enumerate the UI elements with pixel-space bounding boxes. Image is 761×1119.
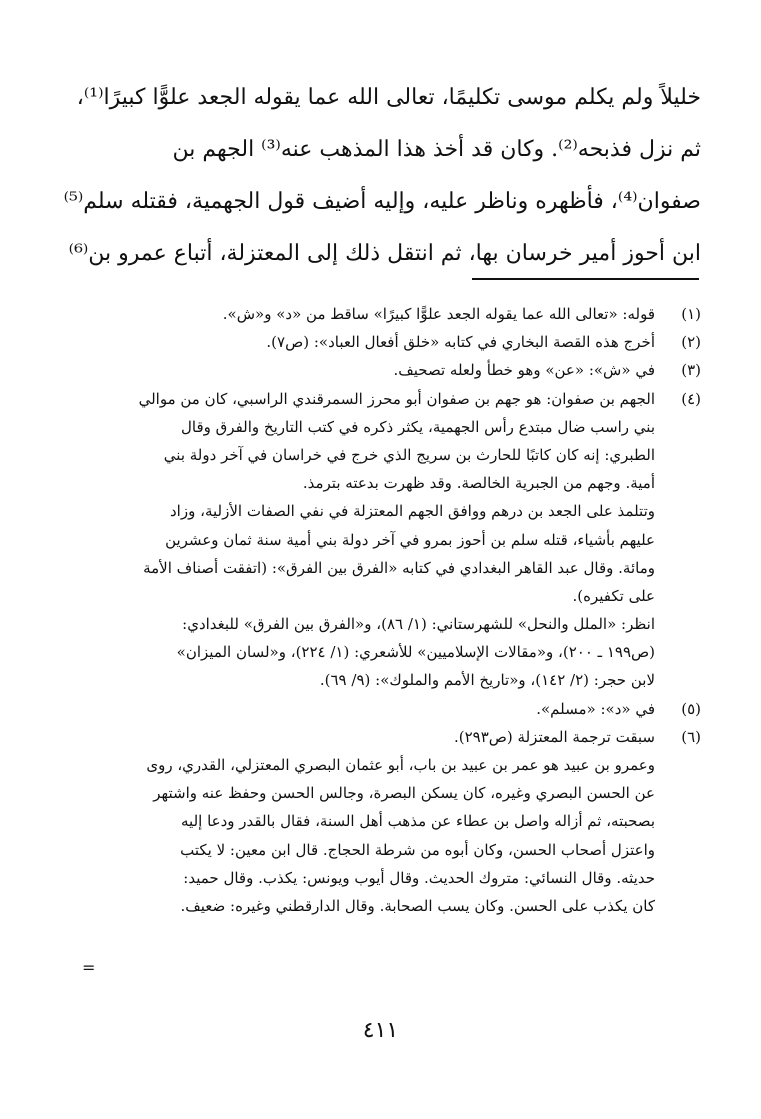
footnote-4 xyxy=(59,385,701,695)
footnote-number: (٢) xyxy=(681,333,701,352)
footnote-text: على تكفيره). xyxy=(572,586,655,605)
footnote-text: الجهم بن صفوان: هو جهم بن صفوان أبو محرز السمرقندي الراسبي، كان من موالي xyxy=(138,389,655,408)
footnote-paragraph xyxy=(59,751,701,920)
footnote-text: كان يكذب على الحسن. وكان يسب الصحابة. وقال الدارقطني وغيره: ضعيف. xyxy=(180,896,655,915)
footnote-text: حديثه. وقال النسائي: متروك الحديث. وقال أيوب ويونس: يكذب. وقال حميد: xyxy=(183,868,655,887)
footnote-line xyxy=(59,526,701,554)
footnote-references xyxy=(59,610,701,695)
footnote-text: بني راسب ضال مبتدع رأس الجهمية، يكثر ذكره في كتب التاريخ والفرق وقال xyxy=(181,417,655,436)
main-text-line: ابن أحوز أمير خرسان بها، ثم انتقل ذلك إلى المعتزلة، أتباع عمرو بن⁽⁶⁾ xyxy=(68,241,701,266)
continuation-mark: = xyxy=(82,958,96,977)
footnote-text: بصحبته، ثم أزاله واصل بن عطاء عن مذهب أهل السنة، فقال بالقدر ودعا إليه xyxy=(181,812,655,831)
main-text-line: خليلاً ولم يكلم موسى تكليمًا، تعالى الله عما يقوله الجعد علوًّا كبيرًا⁽¹⁾، xyxy=(76,85,701,110)
footnotes xyxy=(59,300,701,920)
footnote-line xyxy=(59,807,701,835)
footnote-line xyxy=(59,723,701,751)
footnote-6 xyxy=(59,723,701,920)
footnote-text: وعمرو بن عبيد هو عمر بن عبيد بن باب، أبو عثمان البصري المعتزلي، القدري، روى xyxy=(146,756,655,774)
footnote-text: سبقت ترجمة المعتزلة (ص٢٩٣). xyxy=(454,727,655,746)
footnote-line xyxy=(59,582,701,610)
footnote-line xyxy=(59,779,701,807)
footnote-number: (٣) xyxy=(681,361,701,380)
footnote-text: واعتزل أصحاب الحسن، وكان أبوه من شرطة الحجاج. قال ابن معين: لا يكتب xyxy=(180,840,655,859)
footnote-text: عن الحسن البصري وغيره، كان يسكن البصرة، وجالس الحسن وحفظ عنه واشتهر xyxy=(153,784,655,803)
footnote-text: قوله: «تعالى الله عما يقوله الجعد علوًّا كبيرًا» ساقط من «د» و«ش». xyxy=(222,305,655,323)
footnote-text: في «د»: «مسلم». xyxy=(536,699,655,718)
footnote-line xyxy=(59,638,701,666)
footnote-paragraph xyxy=(59,497,701,610)
footnote-number: (٤) xyxy=(681,389,701,408)
footnote-text: أمية. وجهم من الجبرية الخالصة. وقد ظهرت بدعته بترمذ. xyxy=(302,474,655,493)
footnote-divider xyxy=(472,278,699,280)
footnote-line xyxy=(59,836,701,864)
footnote-2 xyxy=(59,328,701,356)
footnote-text: وتتلمذ على الجعد بن درهم ووافق الجهم المعتزلة في نفي الصفات الأزلية، وزاد xyxy=(170,502,655,521)
footnote-line xyxy=(59,892,701,920)
footnote-line xyxy=(59,554,701,582)
footnote-line xyxy=(59,751,701,779)
footnote-line xyxy=(59,497,701,525)
footnote-text: لابن حجر: (٢/ ١٤٢)، و«تاريخ الأمم والملوك»: (٩/ ٦٩). xyxy=(319,671,655,690)
footnote-number: (٥) xyxy=(681,699,701,718)
footnote-3 xyxy=(59,356,701,384)
footnote-text: عليهم بأشياء، قتله سلم بن أحوز بمرو في آخر دولة بني أمية سنة ثمان وعشرين xyxy=(165,530,655,549)
footnote-line xyxy=(59,610,701,638)
footnote-line xyxy=(59,666,701,694)
footnote-line xyxy=(59,385,701,413)
footnote-text: (ص١٩٩ ـ ٢٠٠)، و«مقالات الإسلاميين» للأشعري: (١/ ٢٢٤)، و«لسان الميزان» xyxy=(176,643,655,662)
footnote-line xyxy=(59,469,701,497)
page-number: ٤١١ xyxy=(362,1018,399,1043)
footnote-text: ومائة. وقال عبد القاهر البغدادي في كتابه «الفرق بين الفرق»: (اتفقت أصناف الأمة xyxy=(143,558,655,577)
footnote-1 xyxy=(59,300,701,328)
footnote-text: في «ش»: «عن» وهو خطأ ولعله تصحيف. xyxy=(393,361,655,380)
main-text-line: ثم نزل فذبحه⁽²⁾. وكان قد أخذ هذا المذهب عنه⁽³⁾ الجهم بن xyxy=(172,137,701,162)
footnote-text: أخرج هذه القصة البخاري في كتابه «خلق أفعال العباد»: (ص٧). xyxy=(266,333,655,352)
main-text xyxy=(61,72,701,280)
footnote-line xyxy=(59,441,701,469)
main-text-line: صفوان⁽⁴⁾، فأظهره وناظر عليه، وإليه أضيف قول الجهمية، فقتله سلم⁽⁵⁾ xyxy=(63,189,701,214)
footnote-text: الطبري: إنه كان كاتبًا للحارث بن سريج الذي خرج في خراسان في آخر دولة بني xyxy=(163,445,655,464)
footnote-number: (٦) xyxy=(681,727,701,746)
footnote-number: (١) xyxy=(681,305,701,323)
footnote-text: انظر: «الملل والنحل» للشهرستاني: (١/ ٨٦)، و«الفرق بين الفرق» للبغدادي: xyxy=(182,615,655,634)
footnote-line xyxy=(59,413,701,441)
footnote-5 xyxy=(59,695,701,723)
footnote-line xyxy=(59,864,701,892)
